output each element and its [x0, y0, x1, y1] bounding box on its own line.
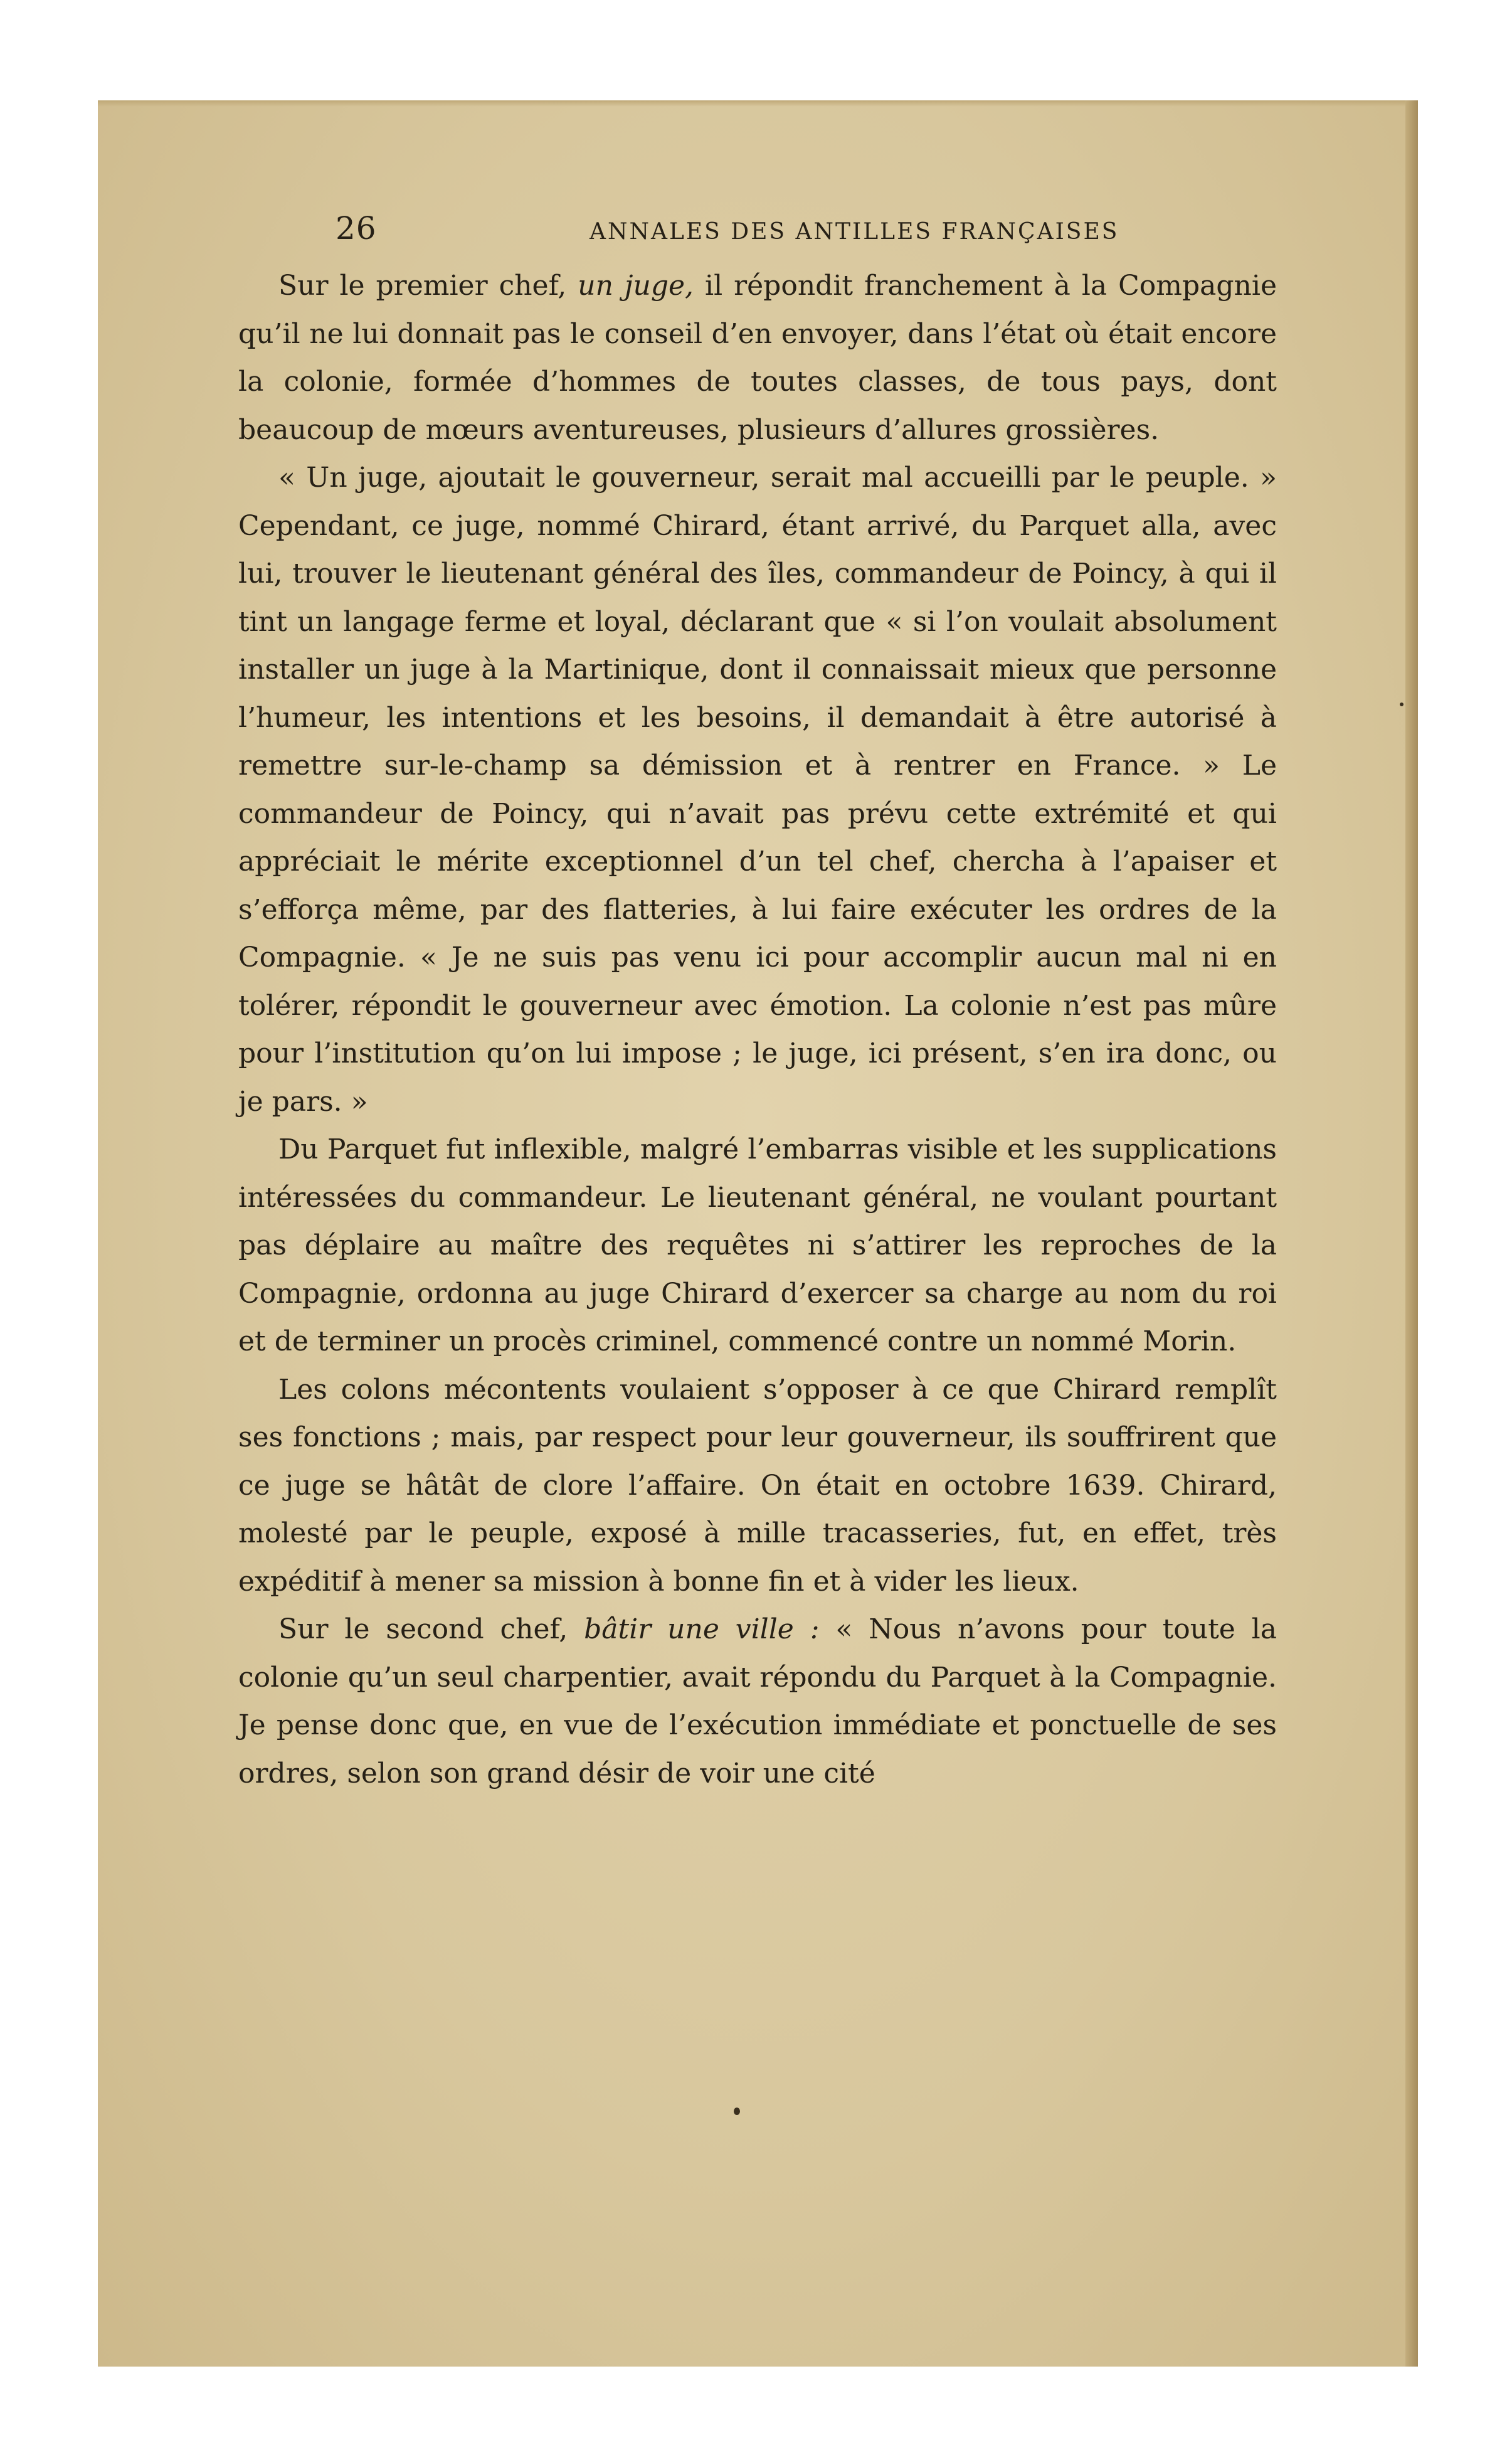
paragraph-1-text-start: Sur le premier chef, [278, 270, 578, 302]
paragraph-5 [238, 1606, 1277, 1798]
paragraph-5-text-end: « Nous n’avons pour toute la colonie qu’un seul charpentier, avait répondu du Parquet à la Compagnie. Je pense donc que, en vue de l’exécution immédiate et ponctuelle de ses ordres, selon son grand désir de voir une cité [238, 1613, 1277, 1790]
ink-speck-small [1400, 703, 1404, 706]
paragraph-4 [238, 1366, 1277, 1606]
paragraph-5-text-start: Sur le second chef, [278, 1613, 584, 1645]
body-text [238, 262, 1277, 1798]
paragraph-5-emphasis: bâtir une ville : [584, 1613, 820, 1645]
page-binding-edge [1405, 100, 1418, 2367]
paragraph-1-emphasis: un juge, [578, 270, 694, 302]
paragraph-2 [238, 454, 1277, 1126]
ink-speck [734, 2108, 740, 2115]
page-top-shadow [98, 100, 1418, 107]
page-number: 26 [336, 210, 377, 247]
page-header [238, 210, 1386, 267]
paragraph-3 [238, 1126, 1277, 1366]
running-title: ANNALES DES ANTILLES FRANÇAISES [589, 219, 1119, 245]
paragraph-4-text: Les colons mécontents voulaient s’opposer à ce que Chirard remplît ses fonctions ; mais, par respect pour leur gouverneur, ils souffrirent que ce juge se hâtât de clore l’affaire. On était en octobre 1639. Chirard, molesté par le peuple, exposé à mille tracasseries, fut, en effet, très expéditif à mener sa mission à bonne fin et à vider les lieux. [238, 1373, 1277, 1598]
paragraph-1-text-end: il répondit franchement à la Compagnie qu’il ne lui donnait pas le conseil d’en envoyer, dans l’état où était encore la colonie, formée d’hommes de toutes classes, de tous pays, dont beaucoup de mœurs aventureuses, plusieurs d’allures grossières. [238, 270, 1277, 446]
paragraph-1 [238, 262, 1277, 454]
paragraph-3-text: Du Parquet fut inflexible, malgré l’embarras visible et les supplications intéressées du commandeur. Le lieutenant général, ne voulant pourtant pas déplaire au maître des requêtes ni s’attirer les reproches de la Compagnie, ordonna au juge Chirard d’exercer sa charge au nom du roi et de terminer un procès criminel, commencé contre un nommé Morin. [238, 1133, 1277, 1357]
paragraph-2-text: « Un juge, ajoutait le gouverneur, serait mal accueilli par le peuple. » Cependant, ce juge, nommé Chirard, étant arrivé, du Parquet alla, avec lui, trouver le lieutenant général des îles, commandeur de Poincy, à qui il tint un langage ferme et loyal, déclarant que « si l’on voulait absolument installer un juge à la Martinique, dont il connaissait mieux que personne l’humeur, les intentions et les besoins, il demandait à être autorisé à remettre sur-le-champ sa démission et à rentrer en France. » Le commandeur de Poincy, qui n’avait pas prévu cette extrémité et qui appréciait le mérite exceptionnel d’un tel chef, chercha à l’apaiser et s’efforça même, par des flatteries, à lui faire exécuter les ordres de la Compagnie. « Je ne suis pas venu ici pour accomplir aucun mal ni en tolérer, répondit le gouverneur avec émotion. La colonie n’est pas mûre pour l’institution qu’on lui impose ; le juge, ici présent, s’en ira donc, ou je pars. » [238, 462, 1277, 1118]
